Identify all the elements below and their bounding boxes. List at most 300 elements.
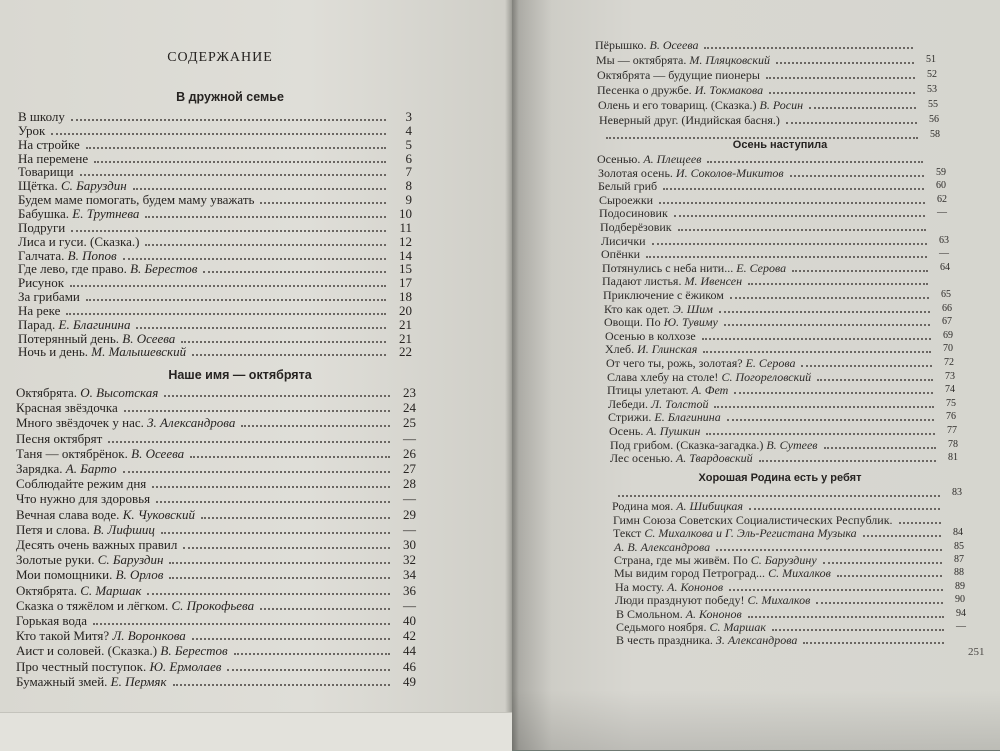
toc-entry-author: Л. Толстой [651, 396, 709, 411]
toc-entry-text: Товарищи [18, 164, 74, 180]
toc-entry [616, 607, 966, 621]
toc-entry-title [603, 288, 724, 302]
toc-entry-title [616, 633, 797, 647]
toc-entry-text: В Смольном. [616, 606, 686, 621]
toc-entry-title [610, 451, 753, 465]
toc-page-number: 84 [953, 527, 963, 539]
dot-leader [94, 161, 386, 163]
toc-entry-text: Сказка о тяжёлом и лёгком. [16, 597, 172, 613]
section-heading-homeland: Хорошая Родина есть у ребят [698, 472, 862, 484]
dot-leader [790, 175, 924, 177]
toc-page-number: 62 [937, 193, 947, 205]
toc-entry-title [613, 526, 857, 540]
toc-page-number: 3 [405, 109, 412, 124]
toc-entry-author: Е. Серова [745, 356, 796, 370]
dot-leader [161, 532, 390, 534]
toc-entry [16, 644, 416, 658]
dot-leader [719, 311, 930, 313]
toc-entry-text: Где лево, где право. [18, 261, 131, 277]
toc-entry [598, 166, 946, 180]
toc-page-number: 77 [947, 425, 957, 436]
dot-leader [86, 299, 386, 301]
toc-page-number: 22 [399, 344, 412, 360]
toc-entry [607, 370, 955, 384]
toc-entry-text: Будем маме помогать, будем маму уважать [18, 192, 255, 208]
toc-page-number: 83 [952, 487, 962, 498]
toc-entry [604, 302, 952, 316]
toc-entry [614, 553, 964, 567]
toc-entry [16, 614, 416, 628]
toc-entry-title [614, 566, 831, 580]
toc-entry-title [16, 432, 102, 446]
toc-entry-text: На перемене [18, 150, 89, 166]
toc-page-number: — [403, 597, 416, 613]
dot-leader [80, 174, 386, 176]
toc-entry [614, 540, 964, 554]
dot-leader [51, 133, 386, 135]
toc-entry [596, 53, 936, 67]
toc-entry-title [16, 614, 87, 628]
toc-page-number: 70 [943, 343, 953, 355]
toc-entry-author: В. Осеева [131, 445, 185, 461]
toc-entry [598, 98, 938, 112]
toc-entry-text: Про честный поступок. [16, 658, 150, 674]
toc-entry-author: Е. Серова [736, 260, 787, 275]
toc-page-number: 67 [942, 316, 952, 328]
toc-entry-title [607, 370, 811, 384]
dot-leader [169, 562, 390, 564]
toc-entry-title [16, 568, 163, 582]
toc-entry [610, 438, 958, 452]
toc-page-number: 7 [405, 164, 412, 180]
toc-page-number: 52 [927, 69, 937, 80]
toc-entry-text: Соблюдайте режим дня [16, 476, 147, 492]
toc-entry [605, 329, 953, 343]
toc-page-number: 49 [403, 673, 416, 689]
toc-entry [16, 568, 416, 582]
toc-entry-author: М. Малышевский [91, 344, 187, 360]
toc-page-number: 90 [955, 594, 965, 606]
toc-page-number: 53 [927, 84, 937, 95]
toc-entry-author: А. Барто [65, 461, 117, 476]
dot-leader [70, 285, 386, 287]
toc-entry-title [16, 508, 195, 522]
toc-entry [18, 207, 412, 221]
dot-leader [786, 122, 917, 124]
toc-entry-title [16, 523, 155, 537]
toc-entry [16, 523, 416, 537]
toc-page-number: 94 [956, 607, 966, 619]
dot-leader [776, 62, 914, 64]
dot-leader [260, 202, 386, 204]
toc-entry-text: Мы — октябрята. [596, 53, 690, 67]
toc-page-number: 27 [403, 461, 416, 476]
toc-entry-text: Бумажный змей. [16, 673, 111, 689]
toc-entry [595, 38, 935, 52]
toc-entry [599, 206, 947, 220]
dot-leader [716, 549, 942, 551]
toc-page-number: 64 [940, 261, 950, 273]
dot-leader [66, 313, 386, 315]
toc-entry-title [16, 386, 158, 400]
toc-entry-author: М. Пляцковский [689, 53, 770, 67]
toc-entry-author: И. Токмакова [694, 83, 764, 97]
toc-page-number: 36 [403, 582, 416, 598]
toc-page-number: 89 [955, 580, 965, 592]
toc-entry [608, 410, 956, 424]
toc-entry-author: С. Михалков [768, 566, 831, 581]
toc-page-number: 60 [936, 180, 946, 192]
toc-page-number: 23 [403, 385, 416, 400]
dot-leader [809, 107, 916, 109]
toc-entry-text: Потерянный день. [18, 330, 123, 346]
toc-entry-text: Осенью. [597, 152, 644, 166]
toc-entry [612, 499, 962, 513]
dot-leader [652, 243, 927, 245]
toc-entry-text: Овощи. По [604, 315, 664, 330]
toc-entry-author: Е. Благинина [58, 316, 131, 332]
dot-leader [663, 188, 924, 190]
toc-entry-text: Сыроежки [599, 192, 654, 207]
toc-entry-author: Ю. Ермолаев [149, 658, 222, 674]
toc-entry [600, 220, 948, 234]
toc-entry-text: Пёрышко. [595, 38, 650, 52]
toc-entry-text: Седьмого ноября. [616, 620, 710, 634]
toc-entry-author: В. Сутеев [766, 437, 818, 452]
toc-entry [613, 526, 963, 540]
toc-page-number: 78 [948, 438, 958, 450]
toc-entry-title [605, 329, 696, 343]
toc-entry [16, 447, 416, 461]
toc-entry [598, 179, 946, 193]
toc-entry-author: З. Александрова [715, 633, 798, 648]
toc-entry-author: С. Баруздин [97, 552, 164, 568]
toc-entry [609, 424, 957, 438]
toc-page-number: 42 [403, 628, 416, 644]
dot-leader [260, 608, 390, 610]
toc-page-number: 56 [929, 114, 939, 125]
toc-entry-title [16, 599, 254, 613]
toc-entry [18, 345, 412, 359]
dot-leader [824, 447, 936, 449]
toc-page-number: 9 [405, 192, 412, 208]
toc-entry-text: Горькая вода [16, 613, 87, 628]
toc-entry [601, 234, 949, 248]
toc-entry-title [597, 83, 763, 97]
toc-entry-text: Кто как одет. [604, 301, 673, 316]
toc-entry-title [601, 247, 640, 261]
toc-entry-text: Ночь и день. [18, 344, 92, 360]
toc-page-number: 21 [399, 330, 412, 346]
toc-entry-title [615, 593, 810, 607]
dot-leader [646, 256, 927, 258]
toc-entry-text: Мы видим город Петроград... [614, 566, 769, 581]
toc-entry-title [16, 447, 184, 461]
toc-entry [601, 247, 949, 261]
toc-entry-author: Е. Пермяк [110, 673, 167, 689]
dot-leader [792, 270, 928, 272]
toc-entry-author: С. Маршак [80, 582, 142, 598]
toc-page-number: 29 [403, 506, 416, 522]
toc-entry-text: Петя и слова. [16, 521, 94, 537]
section-heading-family: В дружной семье [176, 90, 284, 104]
section-heading-autumn: Осень наступила [732, 139, 828, 151]
dot-leader [124, 410, 390, 412]
dot-leader [192, 354, 386, 356]
toc-entry [16, 599, 416, 613]
toc-page-number: 18 [399, 289, 412, 305]
dot-leader [766, 77, 915, 79]
toc-entry [604, 315, 952, 329]
dot-leader [86, 147, 386, 149]
toc-page-number: 21 [399, 316, 412, 332]
toc-entry [16, 401, 416, 415]
toc-entry-author: В. Орлов [115, 567, 164, 583]
toc-page-number: 32 [403, 552, 416, 568]
toc-entry-text: Лиса и гуси. (Сказка.) [18, 233, 140, 249]
toc-entry-author: И. Соколов-Микитов [675, 165, 784, 180]
dot-leader [899, 522, 941, 524]
toc-entry-text: Люди празднуют победу! [615, 593, 748, 608]
toc-entry-title [18, 345, 186, 359]
toc-entry [616, 620, 966, 634]
toc-entry-title [16, 477, 146, 491]
toc-entry-author: О. Высотская [80, 385, 159, 400]
toc-page-number: — [403, 430, 416, 446]
toc-entry [608, 397, 956, 411]
toc-entry-author: С. Михалкова и Г. Эль-Регистана Музыка [644, 526, 857, 541]
toc-entry-text: Октябрята — будущие пионеры [597, 68, 760, 82]
toc-entry-text: Таня — октябрёнок. [16, 445, 132, 461]
toc-entry [18, 110, 412, 124]
toc-entry-text: Урок [18, 122, 46, 138]
toc-entry-title [598, 98, 803, 112]
toc-entry-text: За грибами [18, 289, 80, 305]
toc-entry-title [16, 584, 141, 598]
dot-leader [169, 577, 390, 579]
toc-entry-text: В честь праздника. [616, 633, 716, 648]
toc-page-number: 30 [403, 537, 416, 552]
toc-entry-text: Галчата. [18, 247, 68, 263]
dot-leader [123, 258, 386, 260]
toc-entry-text: На реке [18, 302, 61, 318]
toc-page-number: 28 [403, 476, 416, 492]
dot-leader [227, 669, 390, 671]
toc-entry-text: Лебеди. [608, 396, 652, 411]
toc-entry-title [604, 315, 718, 329]
toc-entry-text: Золотые руки. [16, 552, 98, 568]
dot-leader [234, 653, 390, 655]
toc-entry-author: Ю. Тувиму [663, 315, 718, 330]
toc-entry [16, 386, 416, 400]
dot-leader [123, 471, 390, 473]
toc-entry-text: Подосиновик [599, 206, 668, 221]
toc-page-number: 17 [399, 275, 412, 291]
dot-leader [183, 547, 390, 549]
dot-leader [769, 92, 915, 94]
toc-entry-title [601, 234, 646, 248]
dot-leader [108, 441, 390, 443]
toc-entry-title [595, 38, 698, 52]
toc-entry-author: К. Чуковский [122, 506, 195, 522]
dot-leader [749, 508, 940, 510]
toc-page-number: 66 [942, 302, 952, 314]
toc-entry-title [16, 629, 186, 643]
toc-entry-author: В. Берестов [130, 261, 198, 277]
toc-entry-author: В. Осеева [649, 38, 699, 52]
toc-entry-text: Гимн Союза Советских Социалистических Республик. [613, 512, 893, 527]
toc-entry-title [597, 152, 701, 166]
toc-entry-text: Октябрята. [16, 582, 81, 598]
toc-entry-text: Зарядка. [16, 461, 66, 476]
toc-entry-text: Страна, где мы живём. По [614, 553, 751, 567]
toc-entry-author: В. Попов [67, 247, 117, 263]
toc-page-number: 4 [405, 122, 412, 138]
toc-entry-author: А. Пушкин [646, 424, 701, 438]
toc-entry-title [16, 553, 163, 567]
toc-entry-author: А. Кононов [685, 606, 742, 621]
dot-leader [729, 589, 943, 591]
dot-leader [71, 230, 386, 232]
dot-leader [772, 629, 944, 631]
toc-entry-author: С. Михалков [747, 593, 811, 608]
toc-entry [612, 486, 962, 500]
dot-leader [714, 406, 934, 408]
toc-entry-text: Щётка. [18, 178, 61, 194]
toc-entry [16, 462, 416, 476]
toc-entry-text: Подберёзовик [600, 220, 672, 234]
dot-leader [704, 47, 913, 49]
toc-entry-author: Е. Трутнева [72, 205, 140, 221]
toc-entry-text: Рисунок [18, 275, 65, 291]
toc-entry-title [16, 462, 117, 476]
dot-leader [133, 188, 386, 190]
toc-entry-text: Белый гриб [598, 179, 658, 194]
toc-entry [16, 492, 416, 506]
toc-entry-title [605, 342, 697, 356]
toc-entry-text: От чего ты, рожь, золотая? [606, 356, 746, 370]
toc-entry-text: Лисички [601, 233, 646, 248]
toc-entry-author: В. Росин [759, 98, 804, 112]
toc-page-number: 65 [941, 289, 951, 300]
dot-leader [192, 638, 390, 640]
toc-entry-author: С. Баруздин [60, 178, 127, 194]
dot-leader [145, 216, 386, 218]
toc-entry-text: Лес осенью. [610, 451, 676, 466]
contents-title: СОДЕРЖАНИЕ [167, 50, 273, 65]
toc-page-number: 46 [403, 658, 416, 674]
toc-entry [614, 566, 964, 580]
toc-page-number: 5 [405, 136, 412, 152]
right-page-bottom-shade [512, 690, 1000, 750]
dot-leader [863, 535, 941, 537]
toc-entry-title [616, 620, 766, 634]
toc-entry-title [614, 553, 817, 567]
toc-entry-text: Опёнки [601, 247, 641, 262]
toc-page-number: 81 [948, 452, 958, 464]
toc-page-number: 87 [954, 554, 964, 565]
dot-leader [190, 456, 390, 458]
toc-entry-author: А. Плещеев [643, 152, 702, 166]
dot-leader [748, 616, 944, 618]
toc-page-number: 72 [944, 357, 954, 368]
dot-leader [164, 395, 390, 397]
toc-entry-title [604, 302, 713, 316]
toc-entry-author: А. В. Александрова [614, 539, 711, 554]
toc-page-number: 10 [399, 205, 412, 221]
dot-leader [702, 338, 931, 340]
toc-page-number: 14 [399, 247, 412, 263]
toc-entry-text: Хлеб. [605, 342, 638, 357]
toc-page-number: — [937, 207, 947, 219]
toc-page-number: 20 [399, 302, 412, 318]
toc-entry-title [599, 113, 780, 127]
toc-entry-author: В. Осеева [122, 330, 176, 346]
toc-entry-title [608, 397, 708, 411]
toc-entry-text: Слава хлебу на столе! [607, 369, 722, 384]
toc-entry-text: Потянулись с неба нити... [602, 260, 737, 275]
toc-entry [615, 580, 965, 594]
toc-entry-text: Что нужно для здоровья [16, 491, 151, 507]
dot-leader [71, 119, 386, 121]
dot-leader [817, 379, 933, 381]
toc-entry [597, 83, 937, 97]
toc-page-number: 26 [403, 445, 416, 461]
toc-entry-text: Октябрята. [16, 385, 81, 400]
toc-entry-text: Осень. [609, 424, 647, 438]
toc-entry [18, 152, 412, 166]
toc-entry [599, 113, 939, 127]
dot-leader [241, 425, 390, 427]
toc-entry-text: На мосту. [615, 579, 668, 594]
toc-page-number: 34 [403, 567, 416, 583]
toc-entry-title [608, 410, 721, 424]
toc-page-number: 51 [926, 54, 936, 65]
toc-entry-author: С. Погореловский [721, 369, 812, 384]
toc-entry-title [596, 53, 770, 67]
toc-entry-title [16, 416, 235, 430]
toc-entry [603, 288, 951, 302]
toc-entry-title [606, 356, 795, 370]
toc-entry [16, 508, 416, 522]
toc-page-number: 55 [928, 99, 938, 110]
section-heading-octobrists: Наше имя — октябрята [168, 368, 312, 382]
toc-entry-text: Вечная слава воде. [16, 506, 123, 522]
toc-entry-text: Парад. [18, 316, 59, 332]
toc-entry [16, 432, 416, 446]
toc-entry-text: Олень и его товарищ. (Сказка.) [598, 98, 760, 112]
toc-entry [607, 383, 955, 397]
toc-entry-title [16, 492, 150, 506]
toc-page-number: 44 [403, 643, 416, 659]
dot-leader [156, 501, 390, 503]
dot-leader [678, 229, 926, 231]
toc-page-number: 15 [399, 261, 412, 277]
toc-entry-title [615, 580, 723, 594]
toc-entry [605, 342, 953, 356]
toc-entry [602, 261, 950, 275]
toc-entry-text: Бабушка. [18, 205, 73, 221]
toc-entry-title [602, 274, 742, 288]
toc-entry-text: Аист и соловей. (Сказка.) [16, 643, 161, 659]
toc-entry-author: И. Глинская [637, 342, 698, 357]
toc-entry [616, 633, 966, 647]
toc-entry [602, 274, 950, 288]
toc-entry [606, 356, 954, 370]
dot-leader [707, 161, 923, 163]
toc-entry-text: Текст [613, 526, 645, 541]
dot-leader [837, 575, 942, 577]
